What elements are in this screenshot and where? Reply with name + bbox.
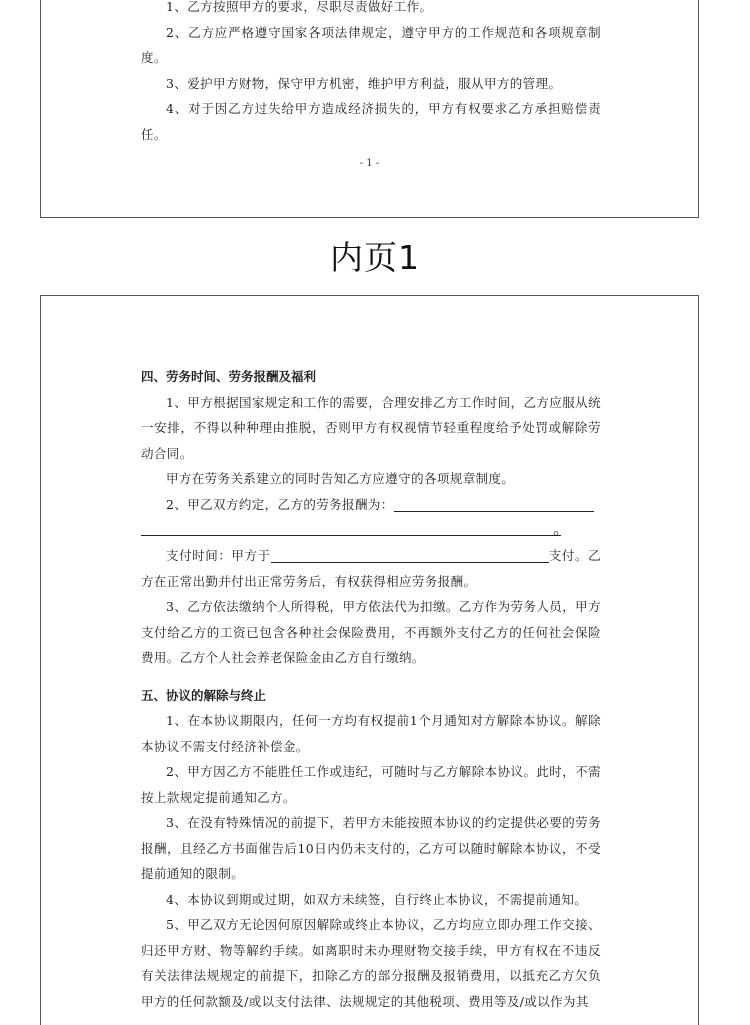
pay-time-after: 支付。乙方在正常出勤并付出正常劳务后，有权获得相应劳务报酬。 xyxy=(141,548,602,589)
document-page-2 xyxy=(40,295,699,1025)
clause-5-1: 1、在本协议期限内，任何一方均有权提前1个月通知对方解除本协议。解除本协议不需支付经济补偿金。 xyxy=(141,713,601,754)
clause-4-2-text: 2、甲乙双方约定，乙方的劳务报酬为： xyxy=(166,496,394,512)
clause-line: 2、乙方应严格遵守国家各项法律规定，遵守甲方的工作规范和各项规章制度。 xyxy=(141,24,601,65)
clause-line: 4、对于因乙方过失给甲方造成经济损失的，甲方有权要求乙方承担赔偿责任。 xyxy=(141,101,601,142)
clause-5-4: 4、本协议到期或过期，如双方未续签，自行终止本协议，不需提前通知。 xyxy=(166,891,588,907)
document-page-1 xyxy=(40,0,699,218)
clause-4-2 xyxy=(141,492,601,518)
section-heading-5: 五、协议的解除与终止 xyxy=(141,687,267,703)
section-heading-4: 四、劳务时间、劳务报酬及福利 xyxy=(141,369,317,384)
pay-time-blank[interactable] xyxy=(271,547,549,563)
period-mark: 。 xyxy=(552,519,569,538)
page-number: - 1 - xyxy=(359,158,380,169)
clause-4-1: 1、甲方根据国家规定和工作的需要，合理安排乙方工作时间，乙方应服从统一安排，不得以种种理由推脱，否则甲方有权视情节轻重程度给予处罚或解除劳动合同。 xyxy=(141,394,601,461)
remuneration-blank[interactable] xyxy=(394,496,594,512)
clause-4-1b: 甲方在劳务关系建立的同时告知乙方应遵守的各项规章制度。 xyxy=(166,471,515,486)
page-1-body xyxy=(141,0,601,147)
clause-line: 1、乙方按照甲方的要求，尽职尽责做好工作。 xyxy=(166,0,433,14)
clause-5-2: 2、甲方因乙方不能胜任工作或违纪，可随时与乙方解除本协议。此时，不需按上款规定提前通知乙方。 xyxy=(141,764,601,805)
clause-4-3: 3、乙方依法缴纳个人所得税，甲方依法代为扣缴。乙方作为劳务人员，甲方支付给乙方的工资已包含各种社会保险费用，不再额外支付乙方的任何社会保险费用。乙方个人社会养老保险金由乙方自行缴纳。 xyxy=(141,599,601,665)
pay-time-clause xyxy=(141,543,601,594)
section-label: 内页1 xyxy=(330,238,420,277)
pay-time-label: 支付时间：甲方于 xyxy=(166,548,271,563)
page-2-body xyxy=(141,364,601,1014)
clause-5-5: 5、甲乙双方无论因何原因解除或终止本协议，乙方均应立即办理工作交接、归还甲方财、物等解约手续。如离职时未办理财物交接手续，甲方有权在不违反有关法律法规规定的前提下，扣除乙方的部分报酬及报销费用，以抵充乙方欠负甲方的任何款额及/或以支付法律、法规规定的其他税项、费用等及/或以作为其 xyxy=(141,917,601,1009)
remuneration-blank-line[interactable] xyxy=(141,517,569,538)
clause-line: 3、爱护甲方财物，保守甲方机密，维护甲方利益，服从甲方的管理。 xyxy=(166,75,562,91)
clause-5-3: 3、在没有特殊情况的前提下，若甲方未能按照本协议的约定提供必要的劳务报酬，且经乙方书面催告后10日内仍未支付的，乙方可以随时解除本协议，不受提前通知的限制。 xyxy=(141,815,601,881)
